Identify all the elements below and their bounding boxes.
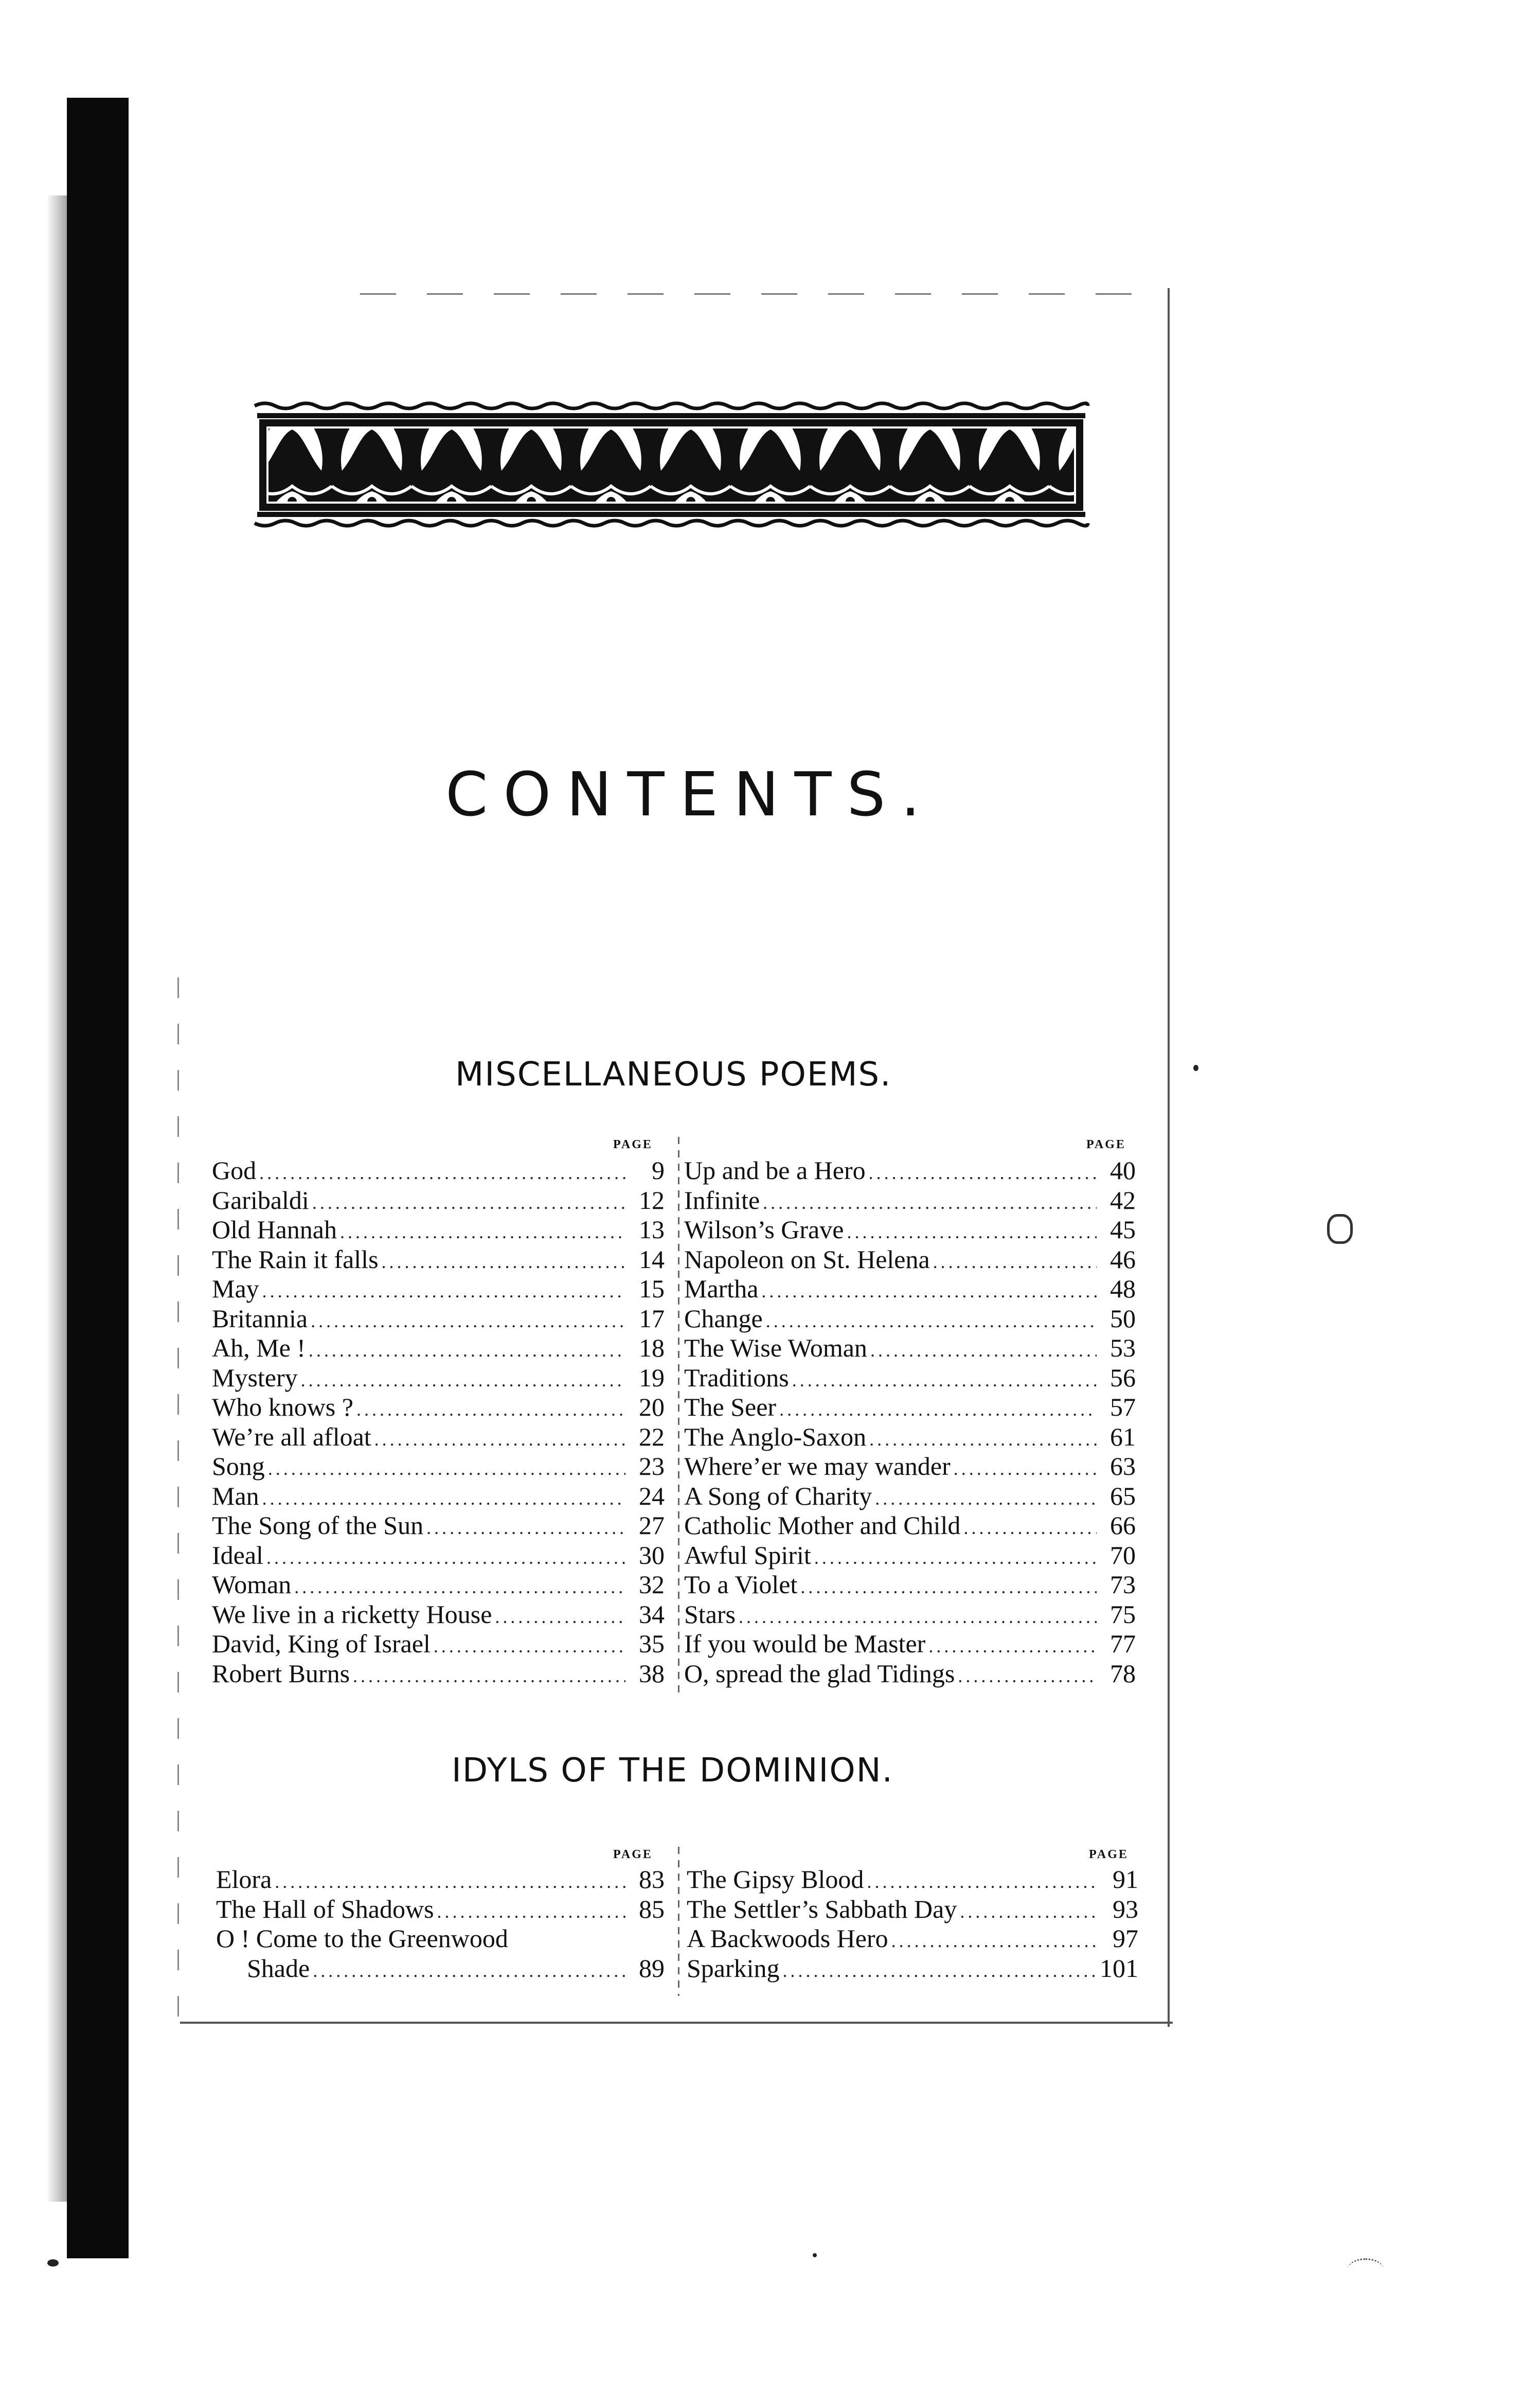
toc-entry-page: 9 [652, 1156, 665, 1185]
section-heading-miscellaneous: MISCELLANEOUS POEMS. [455, 1056, 892, 1094]
toc-entry-page: 53 [1110, 1333, 1136, 1362]
dot-leader [869, 1158, 1097, 1188]
toc-entry-page: 45 [1110, 1215, 1136, 1244]
toc-entry [216, 1954, 665, 1984]
toc-entry [212, 1659, 665, 1689]
toc-entry-page: 63 [1110, 1452, 1136, 1481]
toc-entry-title: Traditions [684, 1363, 789, 1392]
column-divider [678, 1137, 679, 1698]
toc-column-right [684, 1156, 1136, 1688]
ink-speck [1193, 1065, 1198, 1071]
binding-shadow [46, 195, 67, 2202]
dot-leader [766, 1307, 1097, 1336]
toc-entry-title: May [212, 1274, 259, 1303]
toc-entry-page: 14 [639, 1244, 665, 1274]
page-title: CONTENTS. [445, 759, 936, 830]
toc-entry-title: Ideal [212, 1540, 263, 1569]
toc-entry-page: 12 [639, 1185, 665, 1215]
toc-entry-page: 24 [639, 1481, 665, 1510]
ink-speck [813, 2253, 817, 2257]
dot-leader [268, 1454, 625, 1484]
page-column-label: PAGE [1086, 1138, 1126, 1151]
toc-entry-page: 18 [639, 1333, 665, 1362]
toc-entry-title: Shade [247, 1953, 310, 1983]
toc-entry [684, 1570, 1136, 1600]
toc-entry-page: 23 [639, 1452, 665, 1481]
toc-entry-title: The Anglo-Saxon [684, 1422, 867, 1451]
toc-entry [212, 1511, 665, 1541]
toc-entry-title: Stars [684, 1599, 736, 1629]
frame-bottom-rule [180, 2022, 1173, 2024]
toc-entry [212, 1422, 665, 1452]
dot-leader [356, 1395, 625, 1425]
toc-entry-title: David, King of Israel [212, 1629, 431, 1658]
toc-entry [212, 1570, 665, 1600]
toc-entry [684, 1363, 1136, 1393]
dot-leader [382, 1247, 625, 1277]
dot-leader [434, 1632, 625, 1662]
toc-entry [212, 1363, 665, 1393]
book-binding-edge [67, 98, 129, 2258]
toc-entry-title: A Backwoods Hero [687, 1924, 888, 1953]
dot-leader [353, 1662, 625, 1691]
dot-leader [933, 1247, 1097, 1277]
toc-entry [684, 1215, 1136, 1245]
toc-entry [212, 1482, 665, 1511]
toc-column-left [216, 1865, 665, 1983]
toc-entry [212, 1304, 665, 1334]
toc-entry-title: To a Violet [684, 1570, 798, 1599]
toc-entry [212, 1393, 665, 1422]
toc-entry-page: 38 [639, 1658, 665, 1688]
dot-leader [437, 1897, 625, 1927]
toc-entry [684, 1393, 1136, 1422]
dot-leader [958, 1662, 1097, 1691]
toc-entry [212, 1215, 665, 1245]
dot-leader [869, 1425, 1097, 1455]
toc-entry-title: Napoleon on St. Helena [684, 1244, 930, 1274]
toc-entry-title: Who knows ? [212, 1393, 353, 1421]
toc-entry-title: Awful Spirit [684, 1540, 811, 1569]
toc-entry [687, 1865, 1138, 1895]
toc-entry-title: O, spread the glad Tidings [684, 1658, 955, 1688]
toc-entry-title: Man [212, 1481, 259, 1510]
toc-entry-page: 91 [1113, 1865, 1138, 1894]
toc-entry-page: 20 [639, 1393, 665, 1421]
toc-entry [684, 1274, 1136, 1304]
toc-entry-page: 42 [1110, 1185, 1136, 1215]
toc-entry [684, 1186, 1136, 1216]
toc-entry-page: 61 [1110, 1422, 1136, 1451]
frame-top-rule [360, 293, 1162, 295]
toc-entry-title: The Song of the Sun [212, 1511, 424, 1540]
dot-leader [340, 1218, 625, 1247]
toc-entry-title: The Wise Woman [684, 1333, 867, 1362]
toc-entry-page: 65 [1110, 1481, 1136, 1510]
toc-entry-page: 17 [639, 1304, 665, 1333]
dot-leader [963, 1513, 1097, 1543]
toc-entry-title: The Settler’s Sabbath Day [687, 1894, 957, 1923]
decorative-ornament-band [252, 399, 1090, 530]
dot-leader [867, 1867, 1099, 1897]
toc-entry-page: 48 [1110, 1274, 1136, 1303]
toc-entry-page: 75 [1110, 1599, 1136, 1629]
dot-leader [870, 1336, 1097, 1366]
dot-leader [374, 1425, 625, 1455]
toc-entry [684, 1511, 1136, 1541]
toc-entry-title: Mystery [212, 1363, 298, 1392]
toc-entry-page: 85 [639, 1894, 665, 1923]
dot-leader [312, 1188, 625, 1218]
toc-entry-title: Woman [212, 1570, 292, 1599]
toc-entry-page: 30 [639, 1540, 665, 1569]
page-column-label: PAGE [613, 1138, 653, 1151]
toc-entry-page: 50 [1110, 1304, 1136, 1333]
toc-entry-title: O ! Come to the Greenwood [216, 1924, 508, 1953]
dot-leader [928, 1632, 1097, 1662]
toc-entry-page: 97 [1113, 1924, 1138, 1953]
toc-entry-title: A Song of Charity [684, 1481, 872, 1510]
toc-entry [684, 1245, 1136, 1275]
toc-entry-page: 34 [639, 1599, 665, 1629]
toc-entry [687, 1924, 1138, 1954]
toc-entry [216, 1895, 665, 1924]
toc-entry [684, 1422, 1136, 1452]
toc-entry-title: Change [684, 1304, 763, 1333]
toc-entry-page: 22 [639, 1422, 665, 1451]
toc-entry-page: 66 [1110, 1511, 1136, 1540]
dot-leader [275, 1867, 625, 1897]
ink-speck [47, 2259, 59, 2267]
toc-entry-title: Infinite [684, 1185, 760, 1215]
toc-entry-page: 83 [639, 1865, 665, 1894]
dot-leader [266, 1543, 625, 1573]
toc-entry [212, 1333, 665, 1363]
page-column-label: PAGE [1089, 1848, 1129, 1861]
toc-entry-page: 70 [1110, 1540, 1136, 1569]
toc-entry-page: 35 [639, 1629, 665, 1658]
toc-entry-page: 57 [1110, 1393, 1136, 1421]
dot-leader [739, 1602, 1097, 1632]
toc-entry-page: 77 [1110, 1629, 1136, 1658]
page-column-label: PAGE [613, 1848, 653, 1861]
toc-entry-page: 40 [1110, 1156, 1136, 1185]
toc-entry-title: Ah, Me ! [212, 1333, 306, 1362]
toc-entry [212, 1245, 665, 1275]
toc-entry-page: 27 [639, 1511, 665, 1540]
toc-entry [212, 1452, 665, 1482]
toc-entry-title: The Gipsy Blood [687, 1865, 864, 1894]
dot-leader [294, 1573, 625, 1602]
toc-entry-title: The Hall of Shadows [216, 1894, 434, 1923]
toc-entry [216, 1865, 665, 1895]
dot-leader [259, 1158, 625, 1188]
toc-entry-page: 32 [639, 1570, 665, 1599]
dot-leader [954, 1454, 1097, 1484]
dot-leader [313, 1956, 625, 1986]
toc-column-left [212, 1156, 665, 1688]
toc-entry [212, 1156, 665, 1186]
dot-leader [495, 1602, 625, 1632]
section-heading-idyls: IDYLS OF THE DOMINION. [452, 1752, 893, 1790]
toc-entry [212, 1274, 665, 1304]
toc-entry [684, 1659, 1136, 1689]
dot-leader [779, 1395, 1097, 1425]
toc-entry-title: Up and be a Hero [684, 1156, 866, 1185]
toc-entry-page: 46 [1110, 1244, 1136, 1274]
dot-leader [875, 1484, 1097, 1514]
toc-entry-title: Britannia [212, 1304, 308, 1333]
toc-entry [684, 1156, 1136, 1186]
toc-entry [684, 1333, 1136, 1363]
dot-leader [847, 1218, 1097, 1247]
toc-entry-title: Catholic Mother and Child [684, 1511, 961, 1540]
toc-entry-page: 93 [1113, 1894, 1138, 1923]
dot-leader [426, 1513, 625, 1543]
toc-entry [212, 1600, 665, 1630]
toc-column-right [687, 1865, 1138, 1983]
toc-entry-page: 15 [639, 1274, 665, 1303]
toc-entry-title: Wilson’s Grave [684, 1215, 844, 1244]
dot-leader [262, 1277, 625, 1307]
dot-leader [309, 1336, 625, 1366]
toc-entry-title: Where’er we may wander [684, 1452, 951, 1481]
toc-entry-title: The Rain it falls [212, 1244, 379, 1274]
toc-entry [212, 1629, 665, 1659]
toc-entry-page: 13 [639, 1215, 665, 1244]
dot-leader [891, 1927, 1099, 1956]
dot-leader [783, 1956, 1097, 1986]
toc-entry [684, 1452, 1136, 1482]
toc-entry-title: God [212, 1156, 257, 1185]
dot-leader [800, 1573, 1097, 1602]
dot-leader [792, 1366, 1097, 1396]
toc-entry-title: Sparking [687, 1953, 780, 1983]
toc-entry [684, 1482, 1136, 1511]
frame-left-rule [177, 977, 179, 2022]
toc-entry-title: We live in a ricketty House [212, 1599, 492, 1629]
dot-leader [262, 1484, 625, 1514]
paper-mark [1348, 2258, 1384, 2280]
column-divider [678, 1847, 679, 1996]
toc-entry [212, 1541, 665, 1571]
toc-entry [212, 1186, 665, 1216]
toc-entry-title: Elora [216, 1865, 272, 1894]
toc-entry [687, 1895, 1138, 1924]
dot-leader [763, 1188, 1097, 1218]
toc-entry-title: The Seer [684, 1393, 777, 1421]
dot-leader [311, 1307, 625, 1336]
toc-entry [684, 1600, 1136, 1630]
dot-leader [960, 1897, 1099, 1927]
paper-mark [1327, 1214, 1353, 1244]
toc-entry-page: 89 [639, 1953, 665, 1983]
toc-entry [216, 1924, 665, 1954]
toc-entry-title: Robert Burns [212, 1658, 350, 1688]
toc-entry [684, 1541, 1136, 1571]
toc-entry-title: Martha [684, 1274, 759, 1303]
dot-leader [814, 1543, 1097, 1573]
toc-entry-title: Song [212, 1452, 265, 1481]
toc-entry-title: Garibaldi [212, 1185, 309, 1215]
toc-entry [684, 1304, 1136, 1334]
toc-entry-title: Old Hannah [212, 1215, 337, 1244]
toc-entry-page: 78 [1110, 1658, 1136, 1688]
toc-entry-page: 101 [1100, 1953, 1138, 1983]
dot-leader [301, 1366, 625, 1396]
toc-entry-title: If you would be Master [684, 1629, 926, 1658]
toc-entry-title: We’re all afloat [212, 1422, 371, 1451]
toc-entry [684, 1629, 1136, 1659]
toc-entry-page: 56 [1110, 1363, 1136, 1392]
toc-entry-page: 73 [1110, 1570, 1136, 1599]
dot-leader [761, 1277, 1097, 1307]
toc-entry [687, 1954, 1138, 1984]
toc-entry-page: 19 [639, 1363, 665, 1392]
